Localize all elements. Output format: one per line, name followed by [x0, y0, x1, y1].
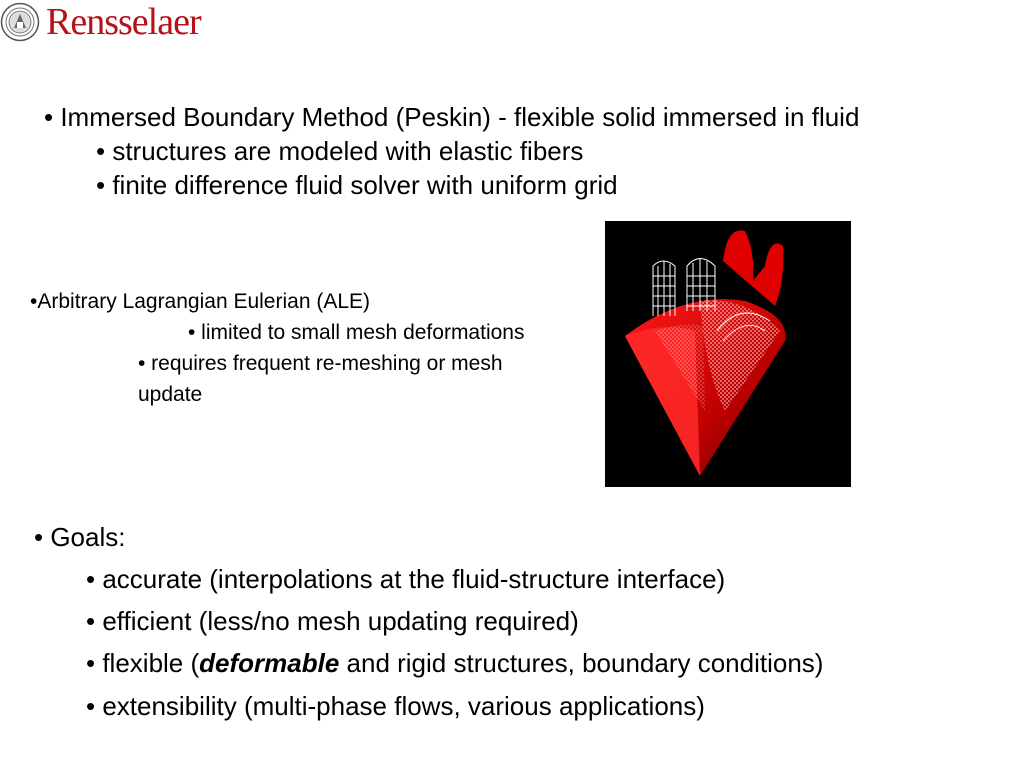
- header: [0, 0, 300, 44]
- goal-flexible-prefix: • flexible (: [86, 648, 200, 678]
- ale-sub-bullet-remesh: • requires frequent re-meshing or mesh: [138, 352, 503, 375]
- goal-accurate: • accurate (interpolations at the fluid-structure interface): [86, 564, 726, 594]
- ibm-bullet: • Immersed Boundary Method (Peskin) - flexible solid immersed in fluid: [44, 102, 860, 132]
- ale-sub-bullet-remesh-cont: update: [138, 383, 203, 406]
- ale-sub-bullet-limited: • limited to small mesh deformations: [188, 321, 525, 344]
- rensselaer-seal-icon: [0, 2, 40, 42]
- heart-valve-mesh-render: [605, 221, 851, 487]
- goal-extensibility: • extensibility (multi-phase flows, various applications): [86, 691, 705, 721]
- goal-flexible: [86, 648, 823, 679]
- brand-wordmark: Rensselaer: [46, 1, 201, 43]
- ibm-sub-bullet-fibers: • structures are modeled with elastic fibers: [96, 136, 584, 166]
- heart-valve-figure: [605, 221, 851, 487]
- goals-heading: • Goals:: [34, 522, 126, 552]
- ibm-sub-bullet-solver: • finite difference fluid solver with uniform grid: [96, 170, 618, 200]
- ale-bullet: •Arbitrary Lagrangian Eulerian (ALE): [30, 290, 371, 313]
- goal-flexible-suffix: and rigid structures, boundary conditions): [339, 648, 824, 678]
- goal-efficient: • efficient (less/no mesh updating required): [86, 606, 579, 636]
- goal-flexible-emphasis: deformable: [199, 648, 340, 678]
